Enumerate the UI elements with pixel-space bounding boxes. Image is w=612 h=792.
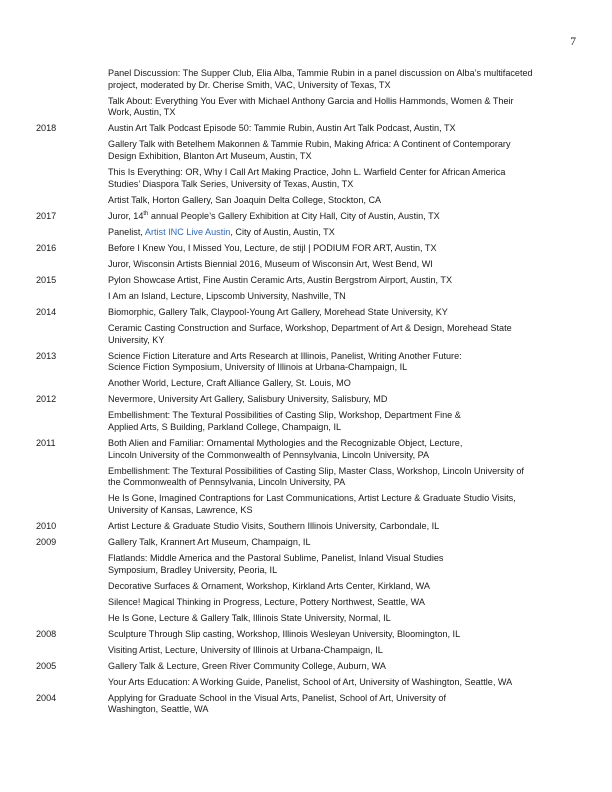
entry-description (108, 227, 568, 239)
list-item (0, 693, 612, 716)
list-item (0, 466, 612, 489)
list-item (0, 410, 612, 433)
entry-line: I Am an Island, Lecture, Lipscomb University, Nashville, TN (108, 290, 346, 301)
entry-description (108, 521, 568, 533)
entry-line: Embellishment: The Textural Possibilities of Casting Slip, Master Class, Workshop, Lincoln University of (108, 465, 524, 476)
list-item (0, 351, 612, 374)
list-item (0, 661, 612, 673)
entry-description (108, 378, 568, 390)
entry-description (108, 645, 568, 657)
entry-line: Another World, Lecture, Craft Alliance Gallery, St. Louis, MO (108, 378, 351, 389)
entry-line: Decorative Surfaces & Ornament, Workshop, Kirkland Arts Center, Kirkland, WA (108, 580, 430, 591)
entry-description (108, 123, 568, 135)
entry-description (108, 68, 568, 91)
entry-line: Science Fiction Literature and Arts Research at Illinois, Panelist, Writing Another Future: (108, 350, 462, 361)
list-item (0, 553, 612, 576)
entry-line-part: , City of Austin, Austin, TX (230, 226, 335, 237)
list-item (0, 259, 612, 271)
entry-line: Before I Knew You, I Missed You, Lecture, de stijl | PODIUM FOR ART, Austin, TX (108, 242, 437, 253)
entry-description (108, 351, 568, 374)
list-item (0, 537, 612, 549)
entry-year: 2011 (36, 437, 56, 448)
list-item (0, 139, 612, 162)
entry-description (108, 613, 568, 625)
entry-description (108, 629, 568, 641)
entry-line: Work, Austin, TX (108, 107, 176, 118)
list-item (0, 243, 612, 255)
list-item (0, 227, 612, 239)
entry-description (108, 537, 568, 549)
entry-description (108, 96, 568, 119)
entry-description (108, 195, 568, 207)
entry-line: Your Arts Education: A Working Guide, Panelist, School of Art, University of Washington, Seattle, WA (108, 676, 513, 687)
entry-description (108, 394, 568, 406)
entry-description (108, 323, 568, 346)
entry-line: University of Kansas, Lawrence, KS (108, 505, 253, 516)
entry-year: 2016 (36, 242, 57, 253)
entry-description (108, 661, 568, 673)
entry-year: 2014 (36, 306, 57, 317)
entry-line: Panel Discussion: The Supper Club, Elia Alba, Tammie Rubin in a panel discussion on Alba’s multifaceted (108, 68, 533, 78)
entry-line: Artist Lecture & Graduate Studio Visits, Southern Illinois University, Carbondale, IL (108, 521, 440, 532)
page-number: 7 (570, 36, 576, 48)
list-item (0, 613, 612, 625)
entry-line: Sculpture Through Slip casting, Workshop, Illinois Wesleyan University, Bloomington, IL (108, 628, 461, 639)
ordinal-superscript: th (143, 210, 149, 217)
entry-description (108, 466, 568, 489)
entry-line: Applied Arts, S Building, Parkland College, Champaign, IL (108, 421, 342, 432)
list-item (0, 211, 612, 223)
entry-line: Flatlands: Middle America and the Pastoral Sublime, Panelist, Inland Visual Studies (108, 553, 444, 564)
entry-description (108, 553, 568, 576)
list-item (0, 378, 612, 390)
entry-year: 2012 (36, 394, 57, 405)
entry-line: Austin Art Talk Podcast Episode 50: Tammie Rubin, Austin Art Talk Podcast, Austin, TX (108, 123, 456, 134)
list-item (0, 521, 612, 533)
list-item (0, 275, 612, 287)
entry-line: Studies’ Diaspora Talk Series, University of Texas, Austin, TX (108, 178, 354, 189)
list-item (0, 677, 612, 689)
entry-line: the Commonwealth of Pennsylvania, Lincoln University, PA (108, 477, 346, 488)
list-item (0, 629, 612, 641)
entry-line (108, 211, 568, 223)
entry-line: He Is Gone, Imagined Contraptions for Last Communications, Artist Lecture & Graduate Studio Visits, (108, 493, 516, 504)
entry-description (108, 438, 568, 461)
list-item (0, 123, 612, 135)
entry-line: Biomorphic, Gallery Talk, Claypool-Young Art Gallery, Morehead State University, KY (108, 306, 448, 317)
entry-year: 2017 (36, 210, 57, 221)
lecture-list (0, 68, 612, 720)
entry-line: Ceramic Casting Construction and Surface, Workshop, Department of Art & Design, Morehead State (108, 322, 512, 333)
entry-line: Pylon Showcase Artist, Fine Austin Ceramic Arts, Austin Bergstrom Airport, Austin, TX (108, 274, 453, 285)
entry-line: This Is Everything: OR, Why I Call Art Making Practice, John L. Warfield Center for African America (108, 167, 506, 178)
list-item (0, 195, 612, 207)
entry-description (108, 275, 568, 287)
list-item (0, 96, 612, 119)
list-item (0, 597, 612, 609)
entry-description (108, 167, 568, 190)
entry-description (108, 211, 568, 223)
list-item (0, 167, 612, 190)
entry-description (108, 243, 568, 255)
entry-description (108, 139, 568, 162)
list-item (0, 394, 612, 406)
entry-line: Design Exhibition, Blanton Art Museum, Austin, TX (108, 151, 312, 162)
list-item (0, 581, 612, 593)
entry-line: Science Fiction Symposium, University of Illinois at Urbana-Champaign, IL (108, 362, 408, 373)
list-item (0, 438, 612, 461)
list-item (0, 493, 612, 516)
entry-description (108, 693, 568, 716)
entry-year: 2004 (36, 692, 57, 703)
entry-year: 2018 (36, 123, 57, 134)
list-item (0, 645, 612, 657)
entry-year: 2015 (36, 274, 57, 285)
entry-description (108, 307, 568, 319)
entry-line-part: Panelist, (108, 226, 145, 237)
entry-description (108, 410, 568, 433)
entry-line: Symposium, Bradley University, Peoria, IL (108, 564, 278, 575)
entry-description (108, 581, 568, 593)
entry-year: 2005 (36, 660, 57, 671)
entry-year: 2013 (36, 350, 57, 361)
entry-line: Lincoln University of the Commonwealth of Pennsylvania, Lincoln University, PA (108, 449, 430, 460)
entry-line: project, moderated by Dr. Cherise Smith, VAC, University of Texas, TX (108, 79, 391, 90)
list-item (0, 68, 612, 91)
entry-line: Juror, Wisconsin Artists Biennial 2016, Museum of Wisconsin Art, West Bend, WI (108, 258, 433, 269)
entry-line: Nevermore, University Art Gallery, Salisbury University, Salisbury, MD (108, 394, 388, 405)
entry-year: 2010 (36, 521, 57, 532)
entry-year: 2009 (36, 537, 57, 548)
entry-year: 2008 (36, 628, 57, 639)
list-item (0, 323, 612, 346)
entry-line: University, KY (108, 334, 165, 345)
entry-description (108, 493, 568, 516)
list-item (0, 307, 612, 319)
list-item (0, 291, 612, 303)
entry-line: Talk About: Everything You Ever with Michael Anthony Garcia and Hollis Hammonds, Women & Their (108, 95, 514, 106)
entry-description (108, 291, 568, 303)
artist-inc-link[interactable]: Artist INC Live Austin (144, 226, 231, 237)
entry-line: Artist Talk, Horton Gallery, San Joaquin Delta College, Stockton, CA (108, 194, 382, 205)
entry-line: He Is Gone, Lecture & Gallery Talk, Illinois State University, Normal, IL (108, 612, 391, 623)
entry-line: Both Alien and Familiar: Ornamental Mythologies and the Recognizable Object, Lecture, (108, 437, 463, 448)
entry-line-part: Juror, 14 (108, 210, 144, 221)
entry-line: Visiting Artist, Lecture, University of Illinois at Urbana-Champaign, IL (108, 644, 383, 655)
entry-line: Gallery Talk with Betelhem Makonnen & Tammie Rubin, Making Africa: A Continent of Contemporary (108, 139, 511, 150)
entry-line: Gallery Talk & Lecture, Green River Community College, Auburn, WA (108, 660, 386, 671)
entry-description (108, 259, 568, 271)
entry-line (108, 227, 568, 239)
entry-line: Applying for Graduate School in the Visual Arts, Panelist, School of Art, University of (108, 692, 446, 703)
entry-line: Silence! Magical Thinking in Progress, Lecture, Pottery Northwest, Seattle, WA (108, 596, 425, 607)
entry-line: Embellishment: The Textural Possibilities of Casting Slip, Workshop, Department Fine & (108, 410, 461, 421)
entry-line: Gallery Talk, Krannert Art Museum, Champaign, IL (108, 537, 311, 548)
entry-description (108, 677, 568, 689)
entry-line: Washington, Seattle, WA (108, 704, 209, 715)
entry-line-part: annual People’s Gallery Exhibition at City Hall, City of Austin, Austin, TX (148, 210, 440, 221)
entry-description (108, 597, 568, 609)
